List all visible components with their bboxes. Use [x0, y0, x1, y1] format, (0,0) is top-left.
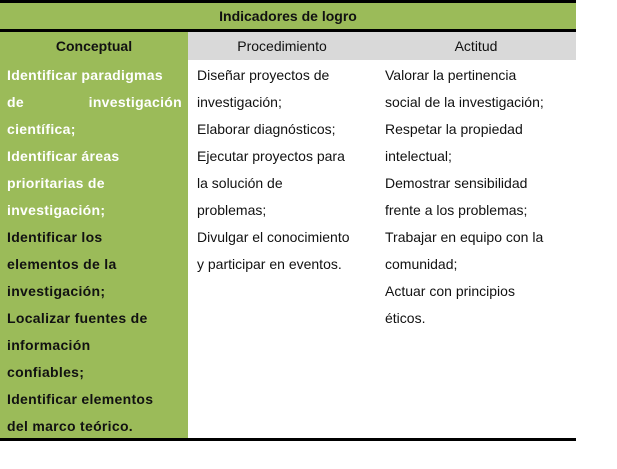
conceptual-line: investigación; — [7, 202, 106, 218]
procedimiento-line: problemas; — [197, 202, 267, 218]
procedimiento-line: Divulgar el conocimiento — [197, 229, 350, 245]
actitud-line: Demostrar sensibilidad — [385, 175, 528, 191]
conceptual-line: del marco teórico. — [7, 418, 133, 434]
conceptual-line: información — [7, 337, 91, 353]
conceptual-line: confiables; — [7, 364, 85, 380]
column-headers — [0, 32, 576, 60]
procedimiento-line: investigación; — [197, 94, 282, 110]
conceptual-line: Identificar los — [7, 229, 103, 245]
procedimiento-line: Diseñar proyectos de — [197, 67, 330, 83]
conceptual-line: científica; — [7, 121, 76, 137]
conceptual-line: investigación; — [7, 283, 106, 299]
actitud-line: Actuar con principios — [385, 283, 515, 299]
actitud-cell — [376, 60, 576, 438]
header-procedimiento: Procedimiento — [188, 32, 376, 60]
actitud-line: frente a los problemas; — [385, 202, 528, 218]
actitud-line: Valorar la pertinencia — [385, 67, 517, 83]
conceptual-word: investigación — [88, 94, 182, 110]
conceptual-cell — [0, 60, 188, 438]
conceptual-word: de — [7, 94, 24, 110]
procedimiento-line: Ejecutar proyectos para — [197, 148, 345, 164]
conceptual-line — [7, 89, 182, 116]
actitud-line: comunidad; — [385, 256, 458, 272]
actitud-line: éticos. — [385, 310, 426, 326]
header-conceptual: Conceptual — [0, 32, 188, 60]
conceptual-line: Identificar áreas — [7, 148, 120, 164]
procedimiento-line: la solución de — [197, 175, 283, 191]
conceptual-line: Localizar fuentes de — [7, 310, 148, 326]
conceptual-line: prioritarias de — [7, 175, 105, 191]
conceptual-line: Identificar paradigmas — [7, 67, 163, 83]
table-body-row — [0, 60, 576, 438]
actitud-line: intelectual; — [385, 148, 452, 164]
procedimiento-cell — [188, 60, 376, 438]
conceptual-line: Identificar elementos — [7, 391, 154, 407]
header-actitud: Actitud — [376, 32, 576, 60]
actitud-line: social de la investigación; — [385, 94, 544, 110]
procedimiento-line: Elaborar diagnósticos; — [197, 121, 336, 137]
procedimiento-line: y participar en eventos. — [197, 256, 342, 272]
actitud-line: Respetar la propiedad — [385, 121, 523, 137]
conceptual-line: elementos de la — [7, 256, 117, 272]
actitud-line: Trabajar en equipo con la — [385, 229, 544, 245]
table-title: Indicadores de logro — [0, 3, 576, 29]
